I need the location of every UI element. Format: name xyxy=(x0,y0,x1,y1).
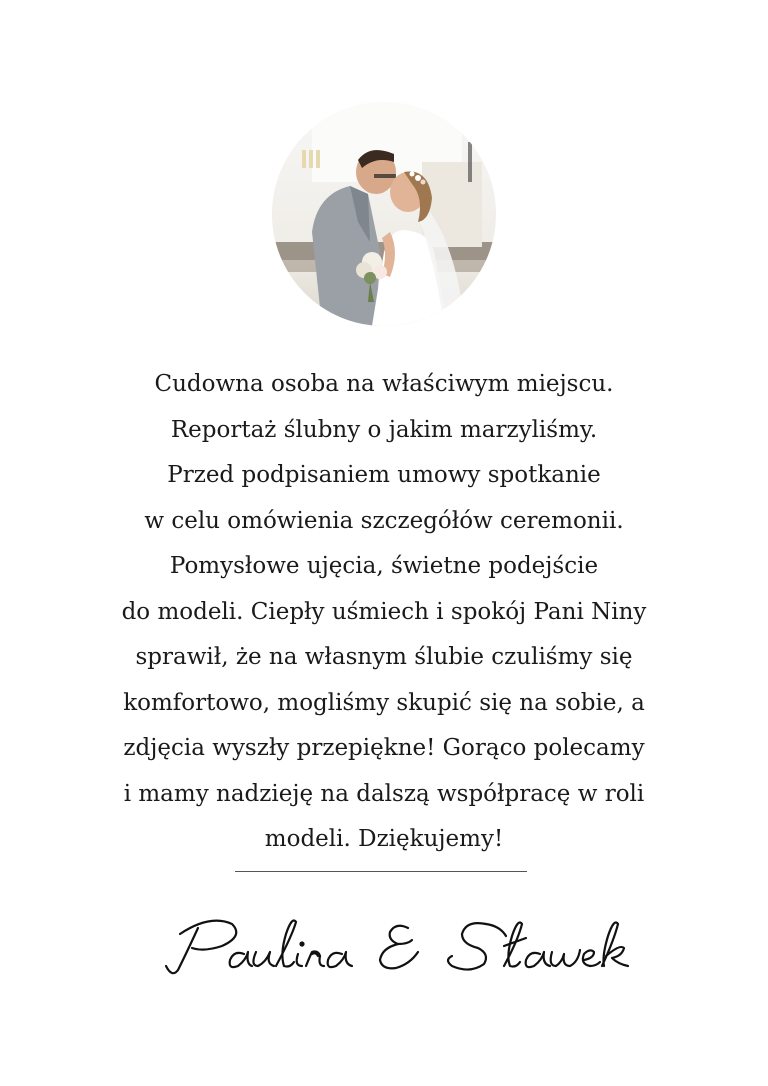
testimonial-line: Cudowna osoba na właściwym miejscu. xyxy=(154,371,614,397)
testimonial-line: Pomysłowe ujęcia, świetne podejście xyxy=(169,553,599,579)
testimonial-line: Przed podpisaniem umowy spotkanie xyxy=(167,462,601,488)
testimonial-line: modeli. Dziękujemy! xyxy=(264,826,504,852)
testimonial-line: Reportaż ślubny o jakim marzyliśmy. xyxy=(170,416,598,443)
testimonial-line: do modeli. Ciepły uśmiech i spokój Pani Niny xyxy=(121,598,647,625)
wedding-couple-kissing-photo-icon xyxy=(272,102,496,326)
testimonial-line: zdjęcia wyszły przepiękne! Gorąco polecamy xyxy=(123,735,645,761)
testimonial-line: sprawił, że na własnym ślubie czuliśmy się xyxy=(135,644,633,670)
testimonial-line: komfortowo, mogliśmy skupić się na sobie, a xyxy=(123,689,645,716)
testimonial-text xyxy=(40,362,728,863)
divider-line xyxy=(235,871,527,872)
couple-photo xyxy=(272,102,496,326)
testimonial-line: i mamy nadzieję na dalszą współpracę w roli xyxy=(123,780,645,807)
testimonial-line: w celu omówienia szczegółów ceremonii. xyxy=(144,507,624,534)
signature-paulina-slawek xyxy=(0,906,768,986)
